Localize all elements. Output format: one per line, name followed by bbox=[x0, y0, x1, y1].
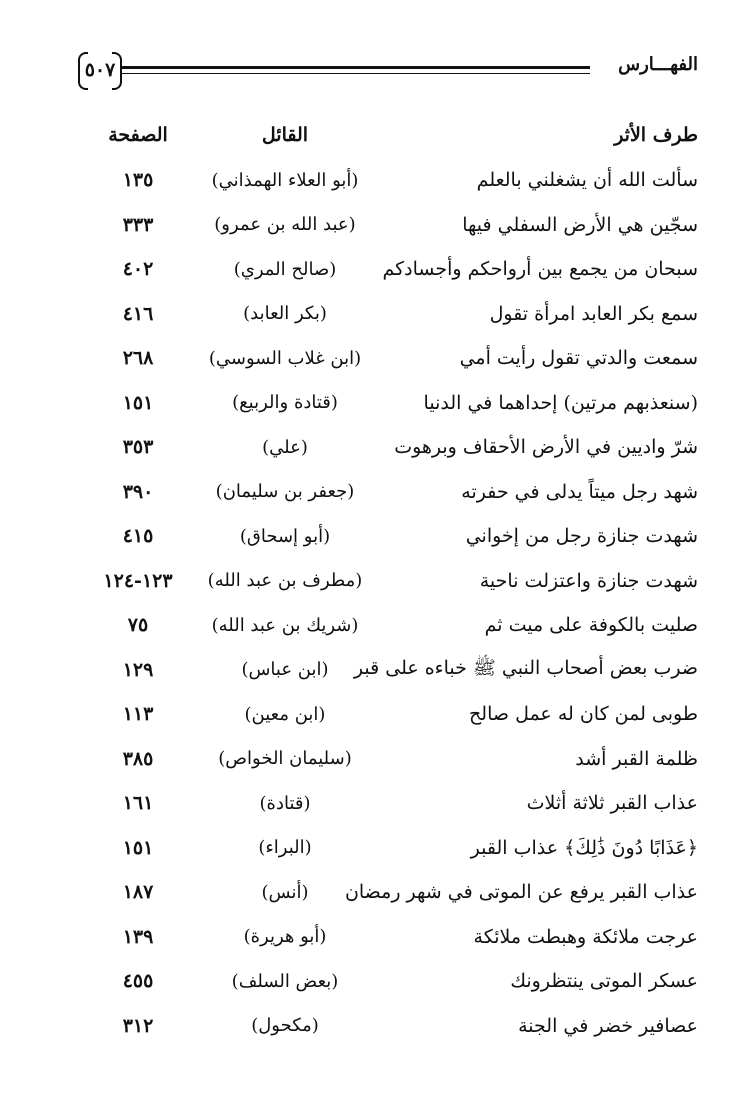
page-number bbox=[78, 52, 122, 88]
column-header-page: الصفحة bbox=[108, 124, 168, 146]
table-row bbox=[82, 959, 698, 1004]
table-row bbox=[82, 158, 698, 203]
athar-text: سجّين هي الأرض السفلي فيها bbox=[462, 213, 698, 236]
table-row bbox=[82, 381, 698, 426]
page-number-text: ٥٠٧ bbox=[84, 59, 116, 81]
athar-text: عرجت ملائكة وهبطت ملائكة bbox=[473, 925, 698, 948]
athar-text: سمع بكر العابد امرأة تقول bbox=[489, 302, 698, 325]
qail-name: (قتادة) bbox=[259, 792, 311, 814]
athar-text: ﴿عَذَابًا دُونَ ذَٰلِكَ﴾ عذاب القبر bbox=[470, 836, 698, 859]
page-header bbox=[78, 46, 698, 94]
qail-name: (عبد الله بن عمرو) bbox=[214, 214, 356, 236]
page-reference: ١٨٧ bbox=[122, 881, 154, 904]
athar-text: طوبى لمن كان له عمل صالح bbox=[469, 703, 698, 726]
qail-name: (أبو إسحاق) bbox=[239, 525, 331, 547]
athar-text: شرّ واديين في الأرض الأحقاف وبرهوت bbox=[394, 436, 698, 459]
qail-name: (قتادة والربيع) bbox=[232, 392, 338, 414]
qail-name: (أبو العلاء الهمذاني) bbox=[211, 169, 359, 191]
table-header-row bbox=[82, 112, 698, 158]
table-row bbox=[82, 336, 698, 381]
athar-text: (سنعذبهم مرتين) إحداهما في الدنيا bbox=[423, 391, 698, 414]
header-rule-thin bbox=[122, 73, 590, 74]
qail-name: (بعض السلف) bbox=[231, 970, 339, 992]
page-reference: ٣٣٣ bbox=[122, 213, 154, 236]
qail-name: (بكر العابد) bbox=[243, 303, 327, 325]
table-row bbox=[82, 247, 698, 292]
page-reference: ٤٥٥ bbox=[122, 970, 154, 993]
header-rule-thick bbox=[122, 66, 590, 69]
qail-name: (سليمان الخواص) bbox=[218, 748, 352, 770]
qail-name: (ابن غلاب السوسي) bbox=[208, 347, 362, 369]
athar-text: صليت بالكوفة على ميت ثم bbox=[484, 614, 698, 637]
qail-name: (مكحول) bbox=[251, 1015, 319, 1037]
athar-text: عصافير خضر في الجنة bbox=[518, 1014, 698, 1037]
qail-name: (أنس) bbox=[261, 881, 309, 903]
table-row bbox=[82, 648, 698, 693]
page-reference: ٤١٥ bbox=[122, 525, 154, 548]
table-row bbox=[82, 692, 698, 737]
athar-text: عسكر الموتى ينتظرونك bbox=[510, 970, 698, 993]
page-reference: ١٢٩ bbox=[122, 658, 154, 681]
page-reference: ١٢٣-١٢٤ bbox=[103, 569, 173, 592]
athar-text: شهد رجل ميتاً يدلى في حفرته bbox=[461, 480, 698, 503]
athar-text: سبحان من يجمع بين أرواحكم وأجسادكم bbox=[382, 258, 698, 281]
page-number-bracket-left bbox=[78, 52, 88, 90]
table-row bbox=[82, 514, 698, 559]
athar-text: سمعت والدتي تقول رأيت أمي bbox=[459, 347, 698, 370]
column-header-athar: طرف الأثر bbox=[614, 124, 698, 146]
qail-name: (مطرف بن عبد الله) bbox=[207, 570, 363, 592]
qail-name: (صالح المري) bbox=[233, 258, 337, 280]
athar-index-table bbox=[82, 112, 698, 1048]
table-row bbox=[82, 425, 698, 470]
page-reference: ٣١٢ bbox=[122, 1014, 154, 1037]
qail-name: (ابن عباس) bbox=[241, 659, 329, 681]
page-reference: ٧٥ bbox=[127, 614, 149, 637]
athar-text: عذاب القبر ثلاثة أثلاث bbox=[526, 792, 698, 815]
running-title: الفهـــارس bbox=[618, 54, 698, 75]
table-row bbox=[82, 203, 698, 248]
qail-name: (ابن معين) bbox=[244, 703, 326, 725]
page-reference: ١٦١ bbox=[122, 792, 154, 815]
page-reference: ٤٠٢ bbox=[122, 258, 154, 281]
table-row bbox=[82, 915, 698, 960]
table-row bbox=[82, 292, 698, 337]
qail-name: (البراء) bbox=[258, 837, 312, 859]
athar-text: سألت الله أن يشغلني بالعلم bbox=[476, 169, 698, 192]
table-row bbox=[82, 559, 698, 604]
column-header-qail: القائل bbox=[261, 124, 309, 146]
page-reference: ١٣٩ bbox=[122, 925, 154, 948]
qail-name: (أبو هريرة) bbox=[243, 926, 327, 948]
qail-name: (جعفر بن سليمان) bbox=[215, 481, 355, 503]
qail-name: (علي) bbox=[262, 436, 308, 458]
page-reference: ١٣٥ bbox=[122, 169, 154, 192]
table-row bbox=[82, 1004, 698, 1049]
qail-name: (شريك بن عبد الله) bbox=[211, 614, 359, 636]
athar-text: عذاب القبر يرفع عن الموتى في شهر رمضان bbox=[344, 881, 698, 904]
athar-text: شهدت جنازة واعتزلت ناحية bbox=[479, 569, 698, 592]
page-reference: ١١٣ bbox=[122, 703, 154, 726]
table-row bbox=[82, 870, 698, 915]
athar-text: شهدت جنازة رجل من إخواني bbox=[465, 525, 698, 548]
page-reference: ٣٥٣ bbox=[122, 436, 154, 459]
page-reference: ١٥١ bbox=[122, 836, 154, 859]
page-reference: ٤١٦ bbox=[122, 302, 154, 325]
table-row bbox=[82, 603, 698, 648]
table-body bbox=[82, 158, 698, 1048]
page-reference: ١٥١ bbox=[122, 391, 154, 414]
page-reference: ٣٩٠ bbox=[122, 480, 154, 503]
table-row bbox=[82, 781, 698, 826]
page-reference: ٣٨٥ bbox=[122, 747, 154, 770]
table-row bbox=[82, 737, 698, 782]
table-row bbox=[82, 826, 698, 871]
athar-text: ضرب بعض أصحاب النبي ﷺ خباءه على قبر bbox=[353, 656, 698, 679]
page-number-bracket-right bbox=[112, 52, 122, 90]
athar-text: ظلمة القبر أشد bbox=[575, 747, 698, 770]
page-reference: ٢٦٨ bbox=[122, 347, 154, 370]
table-row bbox=[82, 470, 698, 515]
